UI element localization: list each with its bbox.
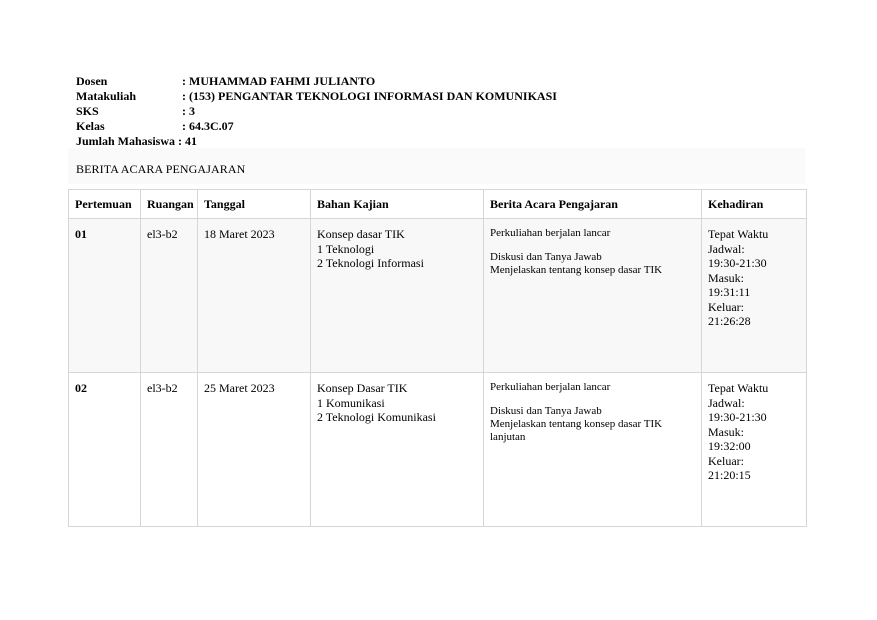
cell-pertemuan: 01: [69, 219, 141, 373]
info-label: SKS: [76, 104, 99, 118]
cell-kehadiran: [702, 373, 807, 527]
bahan-line: 2 Teknologi Komunikasi: [317, 410, 436, 424]
header-berita-acara: Berita Acara Pengajaran: [484, 190, 702, 219]
kehadiran-status: Tepat Waktu: [708, 381, 769, 395]
cell-bahan-kajian: [311, 219, 484, 373]
info-label: Dosen: [76, 74, 108, 88]
kehadiran-line: Masuk:: [708, 424, 744, 439]
cell-tanggal: 18 Maret 2023: [198, 219, 311, 373]
info-row-matakuliah: [76, 89, 557, 104]
header-info: [76, 74, 557, 149]
kehadiran-line: 19:31:11: [708, 285, 751, 299]
info-value: : 41: [178, 134, 198, 148]
cell-tanggal: 25 Maret 2023: [198, 373, 311, 527]
bahan-line: Konsep Dasar TIK: [317, 381, 408, 395]
info-row-jumlah-mahasiswa: [76, 134, 557, 149]
berita-status: Perkuliahan berjalan lancar: [490, 227, 611, 239]
table-row: [69, 373, 807, 527]
info-value: : 3: [182, 104, 195, 118]
header-tanggal: Tanggal: [198, 190, 311, 219]
kehadiran-line: Keluar:: [708, 453, 744, 468]
bahan-line: 2 Teknologi Informasi: [317, 256, 424, 270]
attendance-table: [68, 189, 807, 527]
info-row-dosen: [76, 74, 557, 89]
cell-berita-acara: [484, 219, 702, 373]
bahan-line: 1 Teknologi: [317, 241, 375, 256]
kehadiran-line: Jadwal:: [708, 395, 745, 410]
page-title: BERITA ACARA PENGAJARAN: [76, 162, 246, 176]
cell-kehadiran: [702, 219, 807, 373]
kehadiran-line: 19:30-21:30: [708, 410, 767, 424]
info-row-sks: [76, 104, 557, 119]
table-row: [69, 219, 807, 373]
berita-line: Menjelaskan tentang konsep dasar TIK: [490, 418, 663, 430]
berita-line: lanjutan: [490, 431, 526, 443]
info-value: : 64.3C.07: [182, 119, 234, 133]
bahan-line: 1 Komunikasi: [317, 395, 385, 410]
info-label: Kelas: [76, 119, 105, 133]
table-header-row: [69, 190, 807, 219]
bahan-line: Konsep dasar TIK: [317, 227, 405, 241]
kehadiran-line: 21:26:28: [708, 314, 751, 328]
header-ruangan: Ruangan: [141, 190, 198, 219]
cell-ruangan: el3-b2: [141, 373, 198, 527]
kehadiran-line: Keluar:: [708, 299, 744, 314]
kehadiran-status: Tepat Waktu: [708, 227, 769, 241]
info-label: Jumlah Mahasiswa: [76, 134, 176, 148]
kehadiran-line: 19:32:00: [708, 439, 751, 453]
kehadiran-line: Masuk:: [708, 270, 744, 285]
info-row-kelas: [76, 119, 557, 134]
cell-pertemuan: 02: [69, 373, 141, 527]
berita-line: Menjelaskan tentang konsep dasar TIK: [490, 264, 663, 276]
header-bahan-kajian: Bahan Kajian: [311, 190, 484, 219]
header-pertemuan: Pertemuan: [69, 190, 141, 219]
kehadiran-line: 21:20:15: [708, 468, 751, 482]
info-value: : (153) PENGANTAR TEKNOLOGI INFORMASI DAN KOMUNIKASI: [182, 89, 557, 103]
cell-bahan-kajian: [311, 373, 484, 527]
berita-status: Perkuliahan berjalan lancar: [490, 381, 611, 393]
berita-line: Diskusi dan Tanya Jawab: [490, 405, 602, 417]
cell-ruangan: el3-b2: [141, 219, 198, 373]
cell-berita-acara: [484, 373, 702, 527]
info-label: Matakuliah: [76, 89, 137, 103]
kehadiran-line: 19:30-21:30: [708, 256, 767, 270]
kehadiran-line: Jadwal:: [708, 241, 745, 256]
header-kehadiran: Kehadiran: [702, 190, 807, 219]
info-value: : MUHAMMAD FAHMI JULIANTO: [182, 74, 376, 88]
berita-line: Diskusi dan Tanya Jawab: [490, 251, 602, 263]
